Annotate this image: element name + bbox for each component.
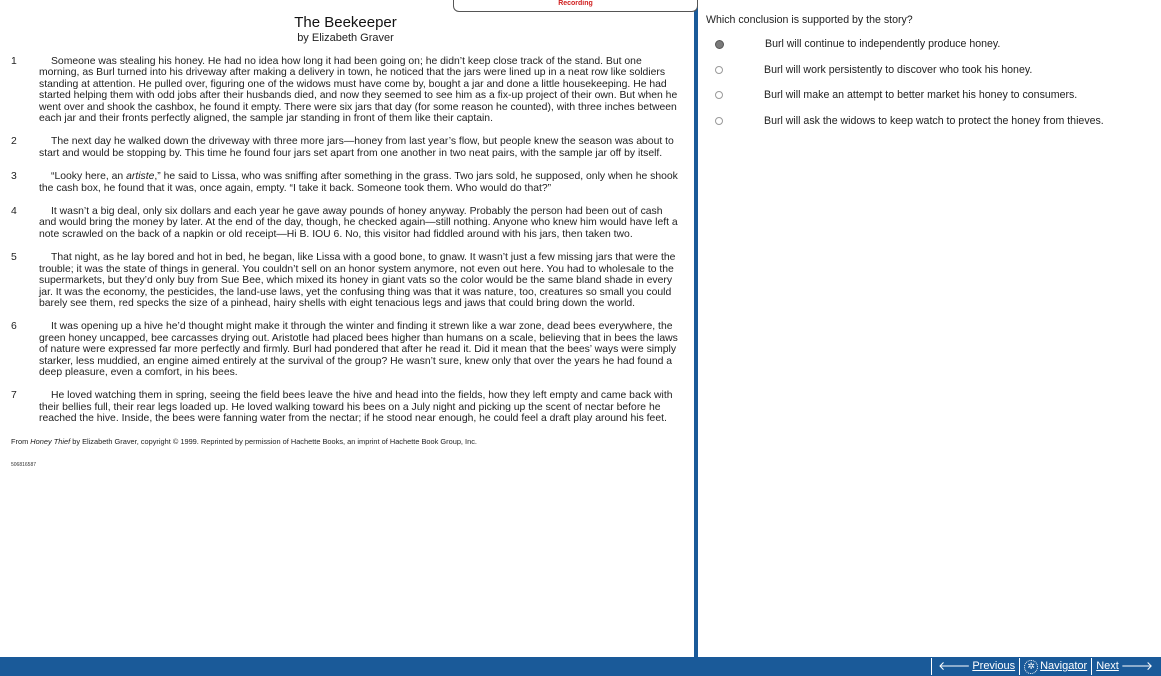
option-text[interactable]: Burl will make an attempt to better market his honey to consumers. (764, 89, 1078, 102)
paragraph-number: 5 (11, 252, 17, 264)
paragraph-7 (11, 390, 680, 424)
credit-suffix: by Elizabeth Graver, copyright © 1999. Reprinted by permission of Hachette Books, an imprint of Hachette Book Group, Inc. (70, 436, 477, 446)
paragraph-1 (11, 56, 680, 124)
answer-option-a[interactable] (706, 39, 1161, 51)
item-id: 506816587 (11, 461, 37, 468)
radio-button[interactable] (715, 66, 723, 74)
option-text[interactable]: Burl will ask the widows to keep watch to protect the honey from thieves. (764, 114, 1104, 127)
source-credit (11, 437, 680, 446)
navigator-icon: ✲ (1024, 660, 1038, 674)
answer-option-b[interactable] (706, 65, 1161, 77)
paragraph-text: That night, as he lay bored and hot in bed, he began, like Lissa with a good bone, to gnaw. It wasn’t just a few missing jars that were the trouble; it was the state of things in general. You couldn’t sell on an honor system anymore, not even out here. You had to wholesale to the supermarkets, but they’d only buy from Sue Bee, which mixed its honey in giant vats so the color would be the same bland shade in every jar. It was the economy, the pesticides, the land-use laws, yet the confusing thing was that it was nature, too, creatures so small you could barely see them, red specks the size of a pinhead, hairy shells with eight tenacious legs and jaws that could bring down the world. (39, 252, 676, 309)
recording-label: Recording (558, 0, 593, 7)
radio-button-selected[interactable] (715, 40, 724, 49)
paragraph-text: Someone was stealing his honey. He had no idea how long it had been going on; he didn’t keep close track of the stand. But one morning, as Burl turned into his driveway after making a delivery in town, he noticed that the jars were lined up in a neat row like soldiers standing at attention. He pulled over, figuring one of the widows must have come by, bought a jar and done a little housekeeping. He had started helping them with odd jobs after their husbands died, and now they seemed to see him as a fix-up project of their own. But when he went over and shook the cashbox, he found it empty. There were six jars that day (for some reason he counted), with three inches between each jar and their fronts perfectly aligned, the sample jar standing in front of them like their captain. (39, 56, 678, 125)
paragraph-number: 2 (11, 136, 17, 148)
paragraph-2 (11, 136, 680, 159)
passage-author: by Elizabeth Graver (297, 32, 394, 44)
paragraph-6 (11, 321, 680, 378)
paragraph-text: It was opening up a hive he’d thought might make it through the winter and finding it strewn like a war zone, dead bees everywhere, the green honey uncapped, bee carcasses drying out. Aristotle had placed bees higher than humans on a scale, believing that in bees the laws of nature were expressed far more perfectly and firmly. Burl had pondered that after he read it. Did it mean that the bees’ ways were simply starker, less muddied, an engine aimed entirely at the survival of the group? He wasn’t sure, knew only that over the years he had found a deep pleasure, even a comfort, in his bees. (39, 321, 678, 378)
bottom-toolbar (0, 657, 1161, 676)
paragraph-number: 6 (11, 321, 17, 333)
question-panel (698, 0, 1161, 657)
paragraph-number: 4 (11, 206, 17, 218)
answer-option-c[interactable] (706, 90, 1161, 102)
paragraph-text: “Looky here, an (51, 171, 127, 183)
paragraph-number: 1 (11, 56, 17, 67)
previous-label: Previous (972, 660, 1016, 672)
next-button[interactable] (1091, 658, 1159, 675)
paragraph-text: He loved watching them in spring, seeing the field bees leave the hive and head into the fields, how they left empty and came back with their bellies full, their rear legs loaded up. He loved walking toward his bees on a July night and picking up the scent of nectar before he reached the hive. Inside, the bees were fanning water from the nectar; if he stood near enough, he could feel a draft play around his feet. (39, 390, 673, 425)
navigator-button[interactable] (1019, 658, 1091, 675)
option-text[interactable]: Burl will work persistently to discover who took his honey. (764, 63, 1033, 76)
arrow-right-icon: 🡒 (1120, 659, 1153, 673)
paragraph-3 (11, 171, 680, 194)
paragraph-number: 3 (11, 171, 17, 183)
paragraph-number: 7 (11, 390, 17, 402)
arrow-left-icon: 🡐 (938, 659, 971, 673)
passage-title: The Beekeeper (294, 14, 397, 31)
radio-button[interactable] (715, 91, 723, 99)
paragraph-text: The next day he walked down the driveway with three more jars—honey from last year’s flow, but people knew the season was about to start and would be stopping by. This time he found four jars set apart from one another in two neat pairs, with the sample jar off by itself. (39, 136, 674, 159)
credit-book-title: Honey Thief (30, 436, 71, 446)
recording-indicator (453, 0, 698, 12)
paragraph-4 (11, 206, 680, 240)
paragraph-text: ,” he said to Lissa, who was sniffing after something in the grass. Two jars sold, he supposed, only when he shook the cash box, he found that it was, once again, empty. “I take it back. Someone took them. Who would do that?” (39, 171, 678, 194)
credit-prefix: From (11, 436, 31, 446)
question-stem: Which conclusion is supported by the story? (706, 14, 913, 26)
option-text[interactable]: Burl will continue to independently produce honey. (765, 38, 1001, 50)
radio-button[interactable] (715, 117, 723, 125)
paragraph-emphasis: artiste (126, 171, 155, 183)
paragraph-text: It wasn’t a big deal, only six dollars and each year he gave away pounds of honey anyway. Probably the person had been out of cash and would bring the money by later. At the end of the day, though, he checked again—still nothing. Anyone who knew him would have left a note scrawled on the back of a napkin or old receipt—Hi B. IOU 6. No, this visitor had fiddled around with his jars, then taken two. (39, 206, 678, 240)
paragraph-5 (11, 252, 680, 309)
next-label: Next (1096, 660, 1119, 672)
answer-option-d[interactable] (706, 116, 1161, 128)
navigator-label: Navigator (1040, 660, 1088, 672)
previous-button[interactable] (931, 658, 1019, 675)
